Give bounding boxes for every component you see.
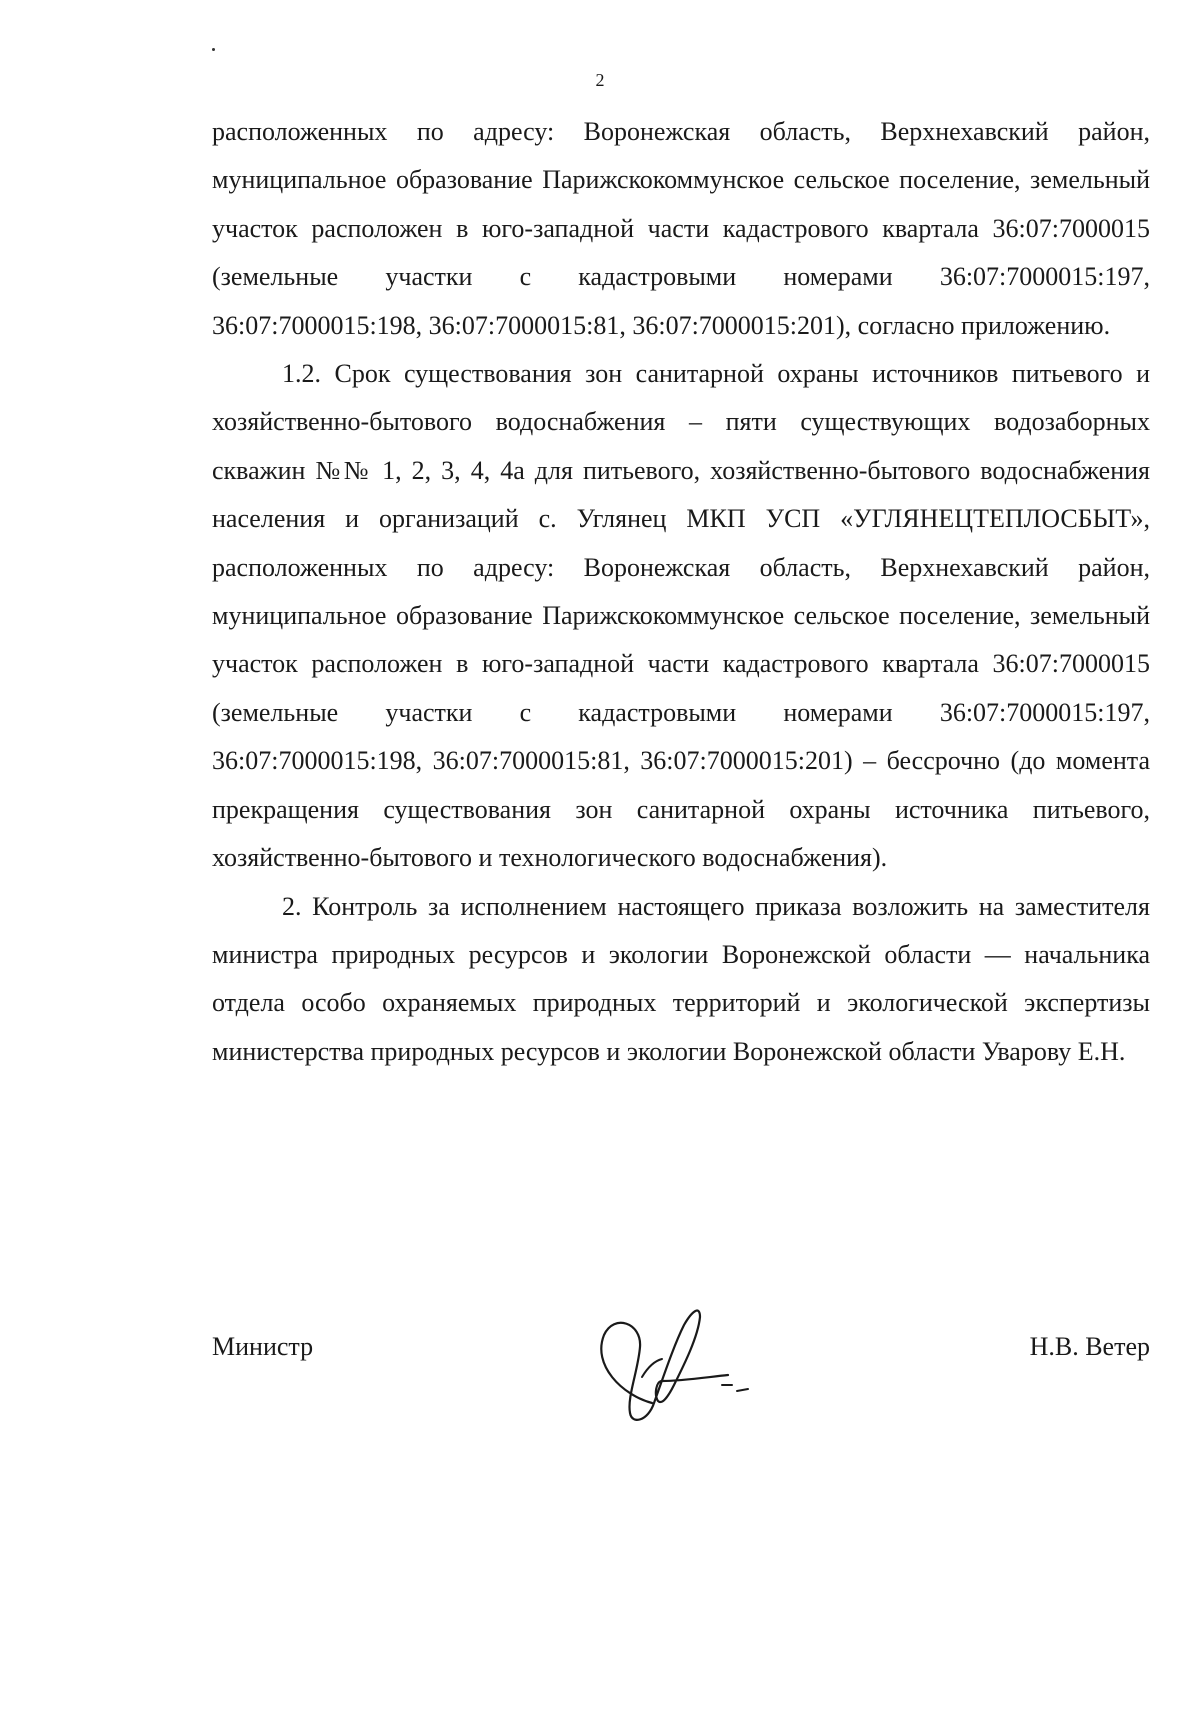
handwritten-signature	[582, 1285, 762, 1435]
scan-speck	[212, 48, 215, 51]
paragraph-2-control: 2. Контроль за исполнением настоящего приказа возложить на заместителя министра природных ресурсов и экологии Воронежской области — начальника отдела особо охраняемых природных территорий и экологической экспертизы министерства природных ресурсов и экологии Воронежской области Уварову Е.Н.	[212, 891, 1150, 1066]
paragraph-1-2-term: 1.2. Срок существования зон санитарной охраны источников питьевого и хозяйственно-бытового водоснабжения – пяти существующих водозаборных скважин №№ 1, 2, 3, 4, 4а для питьевого, хозяйственно-бытового водоснабжения населения и организаций с. Углянец МКП УСП «УГЛЯНЕЦТЕПЛОСБЫТ», расположенных по адресу: Воронежская область, Верхнехавский район, муниципальное образование Парижскокоммунское сельское поселение, земельный участок расположен в юго-западной части кадастрового квартала 36:07:7000015 (земельные участки с кадастровыми номерами 36:07:7000015:197, 36:07:7000015:198, 36:07:7000015:81, 36:07:7000015:201) – бессрочно (до момента прекращения существования зон санитарной охраны источника питьевого, хозяйственно-бытового и технологического водоснабжения).	[212, 359, 1150, 873]
signatory-name: Н.В. Ветер	[1029, 1332, 1150, 1361]
signature-block	[212, 1315, 1150, 1435]
document-body	[212, 108, 1150, 1076]
paragraph-continuation: расположенных по адресу: Воронежская область, Верхнехавский район, муниципальное образование Парижскокоммунское сельское поселение, земельный участок расположен в юго-западной части кадастрового квартала 36:07:7000015 (земельные участки с кадастровыми номерами 36:07:7000015:197, 36:07:7000015:198, 36:07:7000015:81, 36:07:7000015:201), согласно приложению.	[212, 117, 1150, 340]
signatory-title: Министр	[212, 1332, 314, 1361]
page-number: 2	[595, 70, 605, 90]
